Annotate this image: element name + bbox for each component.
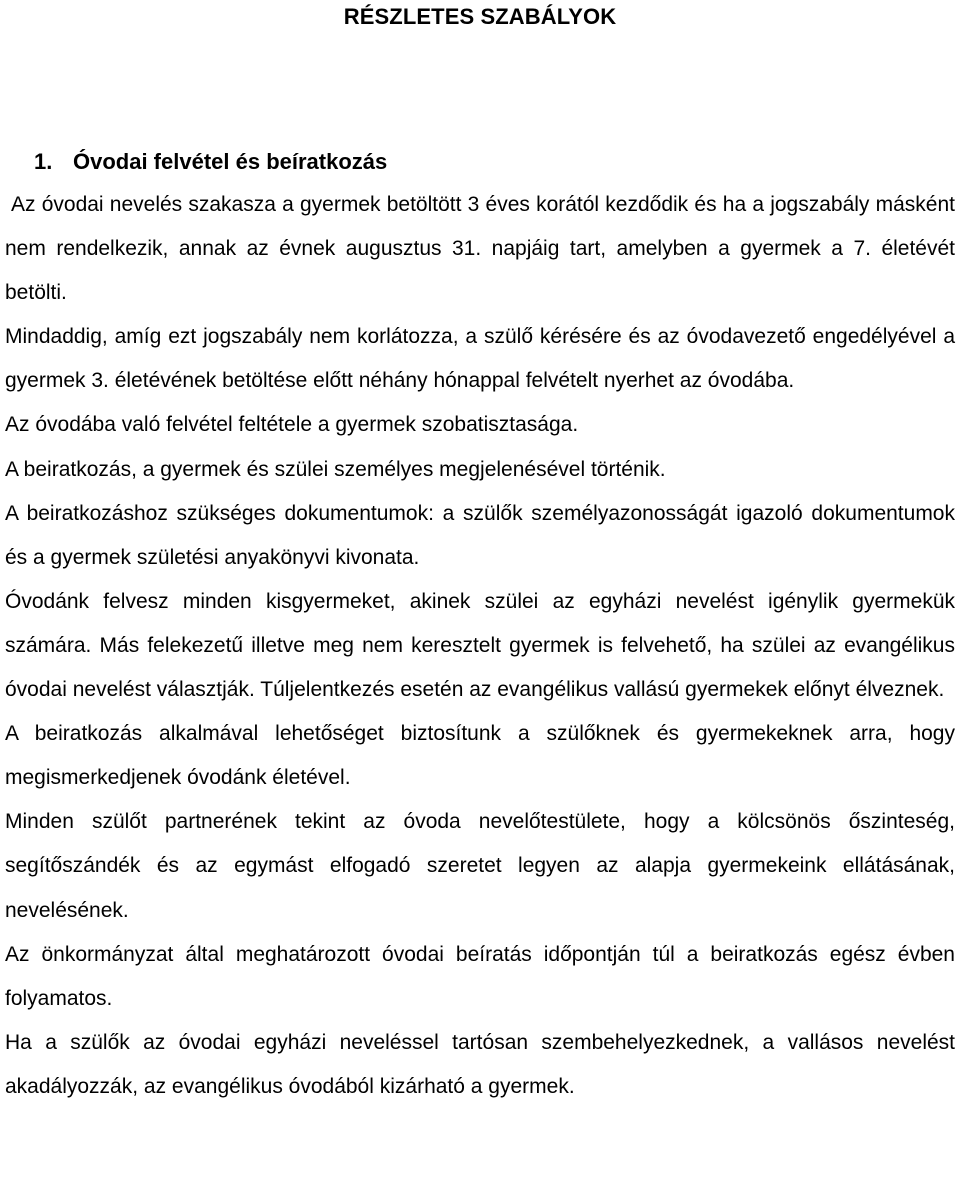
section-title: Óvodai felvétel és beíratkozás [73, 149, 388, 174]
section-heading [34, 149, 387, 175]
section-body [5, 183, 955, 1109]
page-title: RÉSZLETES SZABÁLYOK [343, 4, 617, 29]
paragraph-toilet-trained: Az óvodába való felvétel feltétele a gyermek szobatisztasága. [5, 413, 579, 437]
paragraph-partnership: Minden szülőt partnerének tekint az óvoda nevelőtestülete, hogy a kölcsönös őszinteség, segítőszándék és az egymást elfogadó szeretet legyen az alapja gyermekeink ellátásának, nevelésének. [5, 810, 955, 922]
paragraph-exclusion: Ha a szülők az óvodai egyházi neveléssel tartósan szembehelyezkednek, a vallásos nevelést akadályozzák, az evangélikus óvodából kizárható a gyermek. [5, 1030, 955, 1098]
paragraph-personal-enrollment: A beiratkozás, a gyermek és szülei személyes megjelenésével történik. [5, 457, 666, 481]
paragraph-early-admission: Mindaddig, amíg ezt jogszabály nem korlátozza, a szülő kérésére és az óvodavezető engedélyével a gyermek 3. életévének betöltése előtt néhány hónappal felvételt nyerhet az óvodába. [5, 325, 955, 393]
paragraph-continuous-enrollment: Az önkormányzat által meghatározott óvodai beíratás időpontján túl a beiratkozás egész évben folyamatos. [5, 942, 955, 1010]
paragraph-admission-policy: Óvodánk felvesz minden kisgyermeket, akinek szülei az egyházi nevelést igénylik gyermekük számára. Más felekezetű illetve meg nem keresztelt gyermek is felvehető, ha szülei az evangélikus óvodai nevelést választják. Túljelentkezés esetén az evangélikus vallású gyermekek előnyt élveznek. [5, 589, 955, 702]
paragraph-required-documents: A beiratkozáshoz szükséges dokumentumok: a szülők személyazonosságát igazoló dokumentumok és a gyermek születési anyakönyvi kivonata. [5, 501, 955, 569]
paragraph-getting-acquainted: A beiratkozás alkalmával lehetőséget biztosítunk a szülőknek és gyermekeknek arra, hogy megismerkedjenek óvodánk életével. [5, 722, 955, 790]
section-number: 1. [34, 149, 53, 174]
paragraph-age-range: Az óvodai nevelés szakasza a gyermek betöltött 3 éves korától kezdődik és ha a jogszabály másként nem rendelkezik, annak az évnek augusztus 31. napjáig tart, amelyben a gyermek a 7. életévét betölti. [5, 193, 955, 305]
